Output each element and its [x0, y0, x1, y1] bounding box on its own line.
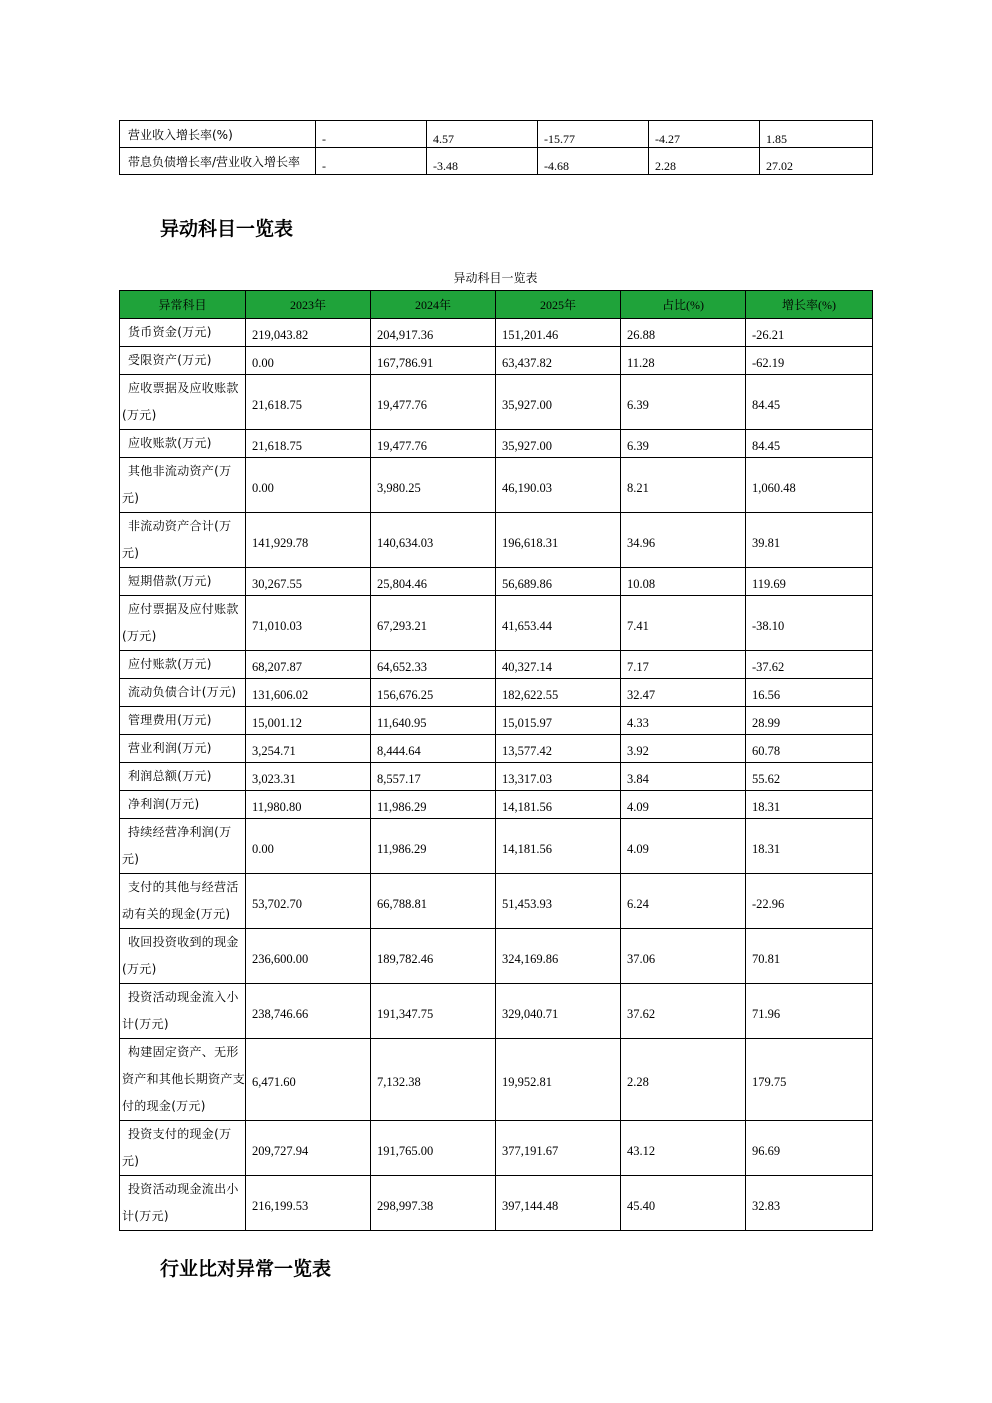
table-row	[120, 596, 873, 651]
row-label: 投资活动现金流入小计(万元)	[120, 984, 246, 1039]
table-cell: 32.83	[746, 1176, 873, 1231]
table-cell: 35,927.00	[496, 375, 621, 430]
table-cell: 35,927.00	[496, 430, 621, 458]
row-label: 受限资产(万元)	[120, 347, 246, 375]
column-header: 2024年	[371, 291, 496, 319]
table-cell: 324,169.86	[496, 929, 621, 984]
row-label: 流动负债合计(万元)	[120, 679, 246, 707]
row-label: 管理费用(万元)	[120, 707, 246, 735]
section-title-industry-comparison: 行业比对异常一览表	[160, 1258, 332, 1280]
table-cell: 6,471.60	[246, 1039, 371, 1121]
table-row	[120, 735, 873, 763]
row-label: 投资活动现金流出小计(万元)	[120, 1176, 246, 1231]
table-cell: 179.75	[746, 1039, 873, 1121]
table-cell: 53,702.70	[246, 874, 371, 929]
table-cell: 204,917.36	[371, 319, 496, 347]
table-cell: 141,929.78	[246, 513, 371, 568]
table-cell: 21,618.75	[246, 375, 371, 430]
table-cell: 56,689.86	[496, 568, 621, 596]
table-cell: 16.56	[746, 679, 873, 707]
table-cell: 238,746.66	[246, 984, 371, 1039]
table-cell: 19,952.81	[496, 1039, 621, 1121]
table-cell: 4.09	[621, 819, 746, 874]
table-row	[120, 984, 873, 1039]
table-cell: 11,980.80	[246, 791, 371, 819]
column-header: 占比(%)	[621, 291, 746, 319]
table-cell: 13,317.03	[496, 763, 621, 791]
table-cell: 6.39	[621, 375, 746, 430]
table-row	[120, 513, 873, 568]
table-cell: 67,293.21	[371, 596, 496, 651]
table-row	[120, 1176, 873, 1231]
table-cell: -26.21	[746, 319, 873, 347]
table-cell: 19,477.76	[371, 430, 496, 458]
table-row	[120, 1121, 873, 1176]
table-cell: -	[316, 121, 427, 148]
table-cell: 43.12	[621, 1121, 746, 1176]
table-cell: 4.33	[621, 707, 746, 735]
table-row	[120, 929, 873, 984]
abnormal-items-table	[119, 290, 873, 1231]
table-cell: -37.62	[746, 651, 873, 679]
table-caption: 异动科目一览表	[453, 271, 538, 285]
table-row	[120, 819, 873, 874]
table-cell: 13,577.42	[496, 735, 621, 763]
table-row	[120, 791, 873, 819]
table-cell: 70.81	[746, 929, 873, 984]
row-label: 非流动资产合计(万元)	[120, 513, 246, 568]
table-cell: 7,132.38	[371, 1039, 496, 1121]
row-label: 短期借款(万元)	[120, 568, 246, 596]
table-cell: 84.45	[746, 430, 873, 458]
row-label: 应付账款(万元)	[120, 651, 246, 679]
table-cell: 55.62	[746, 763, 873, 791]
row-label: 持续经营净利润(万元)	[120, 819, 246, 874]
table-cell: 4.57	[427, 121, 538, 148]
table-cell: 151,201.46	[496, 319, 621, 347]
table-row	[120, 651, 873, 679]
table-cell: 3,023.31	[246, 763, 371, 791]
table-cell: 45.40	[621, 1176, 746, 1231]
table-cell: 71,010.03	[246, 596, 371, 651]
table-row	[120, 430, 873, 458]
table-cell: 11.28	[621, 347, 746, 375]
table-cell: 71.96	[746, 984, 873, 1039]
row-label: 构建固定资产、无形资产和其他长期资产支付的现金(万元)	[120, 1039, 246, 1121]
table-cell: 30,267.55	[246, 568, 371, 596]
table-cell: 11,986.29	[371, 791, 496, 819]
table-row	[120, 121, 873, 148]
table-row	[120, 319, 873, 347]
table-cell: 219,043.82	[246, 319, 371, 347]
row-label: 货币资金(万元)	[120, 319, 246, 347]
row-label: 应收票据及应收账款(万元)	[120, 375, 246, 430]
table-row	[120, 148, 873, 175]
table-row	[120, 874, 873, 929]
table-cell: 329,040.71	[496, 984, 621, 1039]
table-cell: 84.45	[746, 375, 873, 430]
table-row	[120, 763, 873, 791]
table-cell: 119.69	[746, 568, 873, 596]
table-row	[120, 707, 873, 735]
table-row	[120, 347, 873, 375]
table-cell: 131,606.02	[246, 679, 371, 707]
table-cell: 8.21	[621, 458, 746, 513]
row-label: 净利润(万元)	[120, 791, 246, 819]
section-title-abnormal-items: 异动科目一览表	[160, 218, 294, 240]
row-label: 营业利润(万元)	[120, 735, 246, 763]
table-cell: 41,653.44	[496, 596, 621, 651]
table-cell: 11,640.95	[371, 707, 496, 735]
row-label: 营业收入增长率(%)	[120, 121, 316, 148]
table-cell: 191,347.75	[371, 984, 496, 1039]
table-cell: 40,327.14	[496, 651, 621, 679]
table-cell: 216,199.53	[246, 1176, 371, 1231]
table-cell: 14,181.56	[496, 791, 621, 819]
table-cell: -38.10	[746, 596, 873, 651]
table-cell: 32.47	[621, 679, 746, 707]
table-cell: -15.77	[538, 121, 649, 148]
row-label: 投资支付的现金(万元)	[120, 1121, 246, 1176]
table-cell: 15,015.97	[496, 707, 621, 735]
table-cell: 377,191.67	[496, 1121, 621, 1176]
table-cell: 15,001.12	[246, 707, 371, 735]
table-cell: 0.00	[246, 347, 371, 375]
table-cell: 64,652.33	[371, 651, 496, 679]
table-row	[120, 375, 873, 430]
table-cell: 6.39	[621, 430, 746, 458]
table-cell: 140,634.03	[371, 513, 496, 568]
table-cell: 8,444.64	[371, 735, 496, 763]
table-cell: -62.19	[746, 347, 873, 375]
row-label: 收回投资收到的现金(万元)	[120, 929, 246, 984]
table-cell: 3.92	[621, 735, 746, 763]
table-cell: 66,788.81	[371, 874, 496, 929]
column-header: 2025年	[496, 291, 621, 319]
table-cell: 4.09	[621, 791, 746, 819]
table-cell: 10.08	[621, 568, 746, 596]
table-cell: 3.84	[621, 763, 746, 791]
table-cell: 27.02	[760, 148, 873, 175]
table-cell: 3,254.71	[246, 735, 371, 763]
row-label: 支付的其他与经营活动有关的现金(万元)	[120, 874, 246, 929]
ratio-table	[119, 120, 873, 175]
table-cell: -	[316, 148, 427, 175]
row-label: 其他非流动资产(万元)	[120, 458, 246, 513]
table-cell: 236,600.00	[246, 929, 371, 984]
table-cell: 209,727.94	[246, 1121, 371, 1176]
table-cell: 2.28	[649, 148, 760, 175]
table-cell: 63,437.82	[496, 347, 621, 375]
row-label: 带息负债增长率/营业收入增长率	[120, 148, 316, 175]
table-cell: 1,060.48	[746, 458, 873, 513]
table-cell: 26.88	[621, 319, 746, 347]
table-cell: 189,782.46	[371, 929, 496, 984]
table-cell: 34.96	[621, 513, 746, 568]
column-header: 2023年	[246, 291, 371, 319]
table-cell: 3,980.25	[371, 458, 496, 513]
table-cell: 68,207.87	[246, 651, 371, 679]
table-cell: 37.62	[621, 984, 746, 1039]
table-cell: 8,557.17	[371, 763, 496, 791]
column-header: 异常科目	[120, 291, 246, 319]
table-cell: 14,181.56	[496, 819, 621, 874]
table-cell: 7.17	[621, 651, 746, 679]
table-row	[120, 1039, 873, 1121]
table-cell: 167,786.91	[371, 347, 496, 375]
table-cell: -22.96	[746, 874, 873, 929]
table-cell: -3.48	[427, 148, 538, 175]
table-cell: 2.28	[621, 1039, 746, 1121]
table-cell: 18.31	[746, 819, 873, 874]
table-cell: 25,804.46	[371, 568, 496, 596]
table-cell: 156,676.25	[371, 679, 496, 707]
table-cell: 1.85	[760, 121, 873, 148]
table-cell: -4.68	[538, 148, 649, 175]
table-cell: 28.99	[746, 707, 873, 735]
table-cell: 46,190.03	[496, 458, 621, 513]
table-cell: 96.69	[746, 1121, 873, 1176]
table-cell: 397,144.48	[496, 1176, 621, 1231]
table-cell: -4.27	[649, 121, 760, 148]
table-cell: 19,477.76	[371, 375, 496, 430]
row-label: 利润总额(万元)	[120, 763, 246, 791]
table-cell: 182,622.55	[496, 679, 621, 707]
table-cell: 60.78	[746, 735, 873, 763]
column-header: 增长率(%)	[746, 291, 873, 319]
table-cell: 196,618.31	[496, 513, 621, 568]
table-row	[120, 458, 873, 513]
table-cell: 191,765.00	[371, 1121, 496, 1176]
table-cell: 7.41	[621, 596, 746, 651]
table-cell: 39.81	[746, 513, 873, 568]
table-cell: 37.06	[621, 929, 746, 984]
table-header-row	[120, 291, 873, 319]
table-row	[120, 568, 873, 596]
table-cell: 18.31	[746, 791, 873, 819]
table-cell: 11,986.29	[371, 819, 496, 874]
table-row	[120, 679, 873, 707]
table-cell: 6.24	[621, 874, 746, 929]
table-cell: 51,453.93	[496, 874, 621, 929]
table-cell: 21,618.75	[246, 430, 371, 458]
row-label: 应收账款(万元)	[120, 430, 246, 458]
row-label: 应付票据及应付账款(万元)	[120, 596, 246, 651]
table-cell: 0.00	[246, 458, 371, 513]
table-cell: 0.00	[246, 819, 371, 874]
table-cell: 298,997.38	[371, 1176, 496, 1231]
